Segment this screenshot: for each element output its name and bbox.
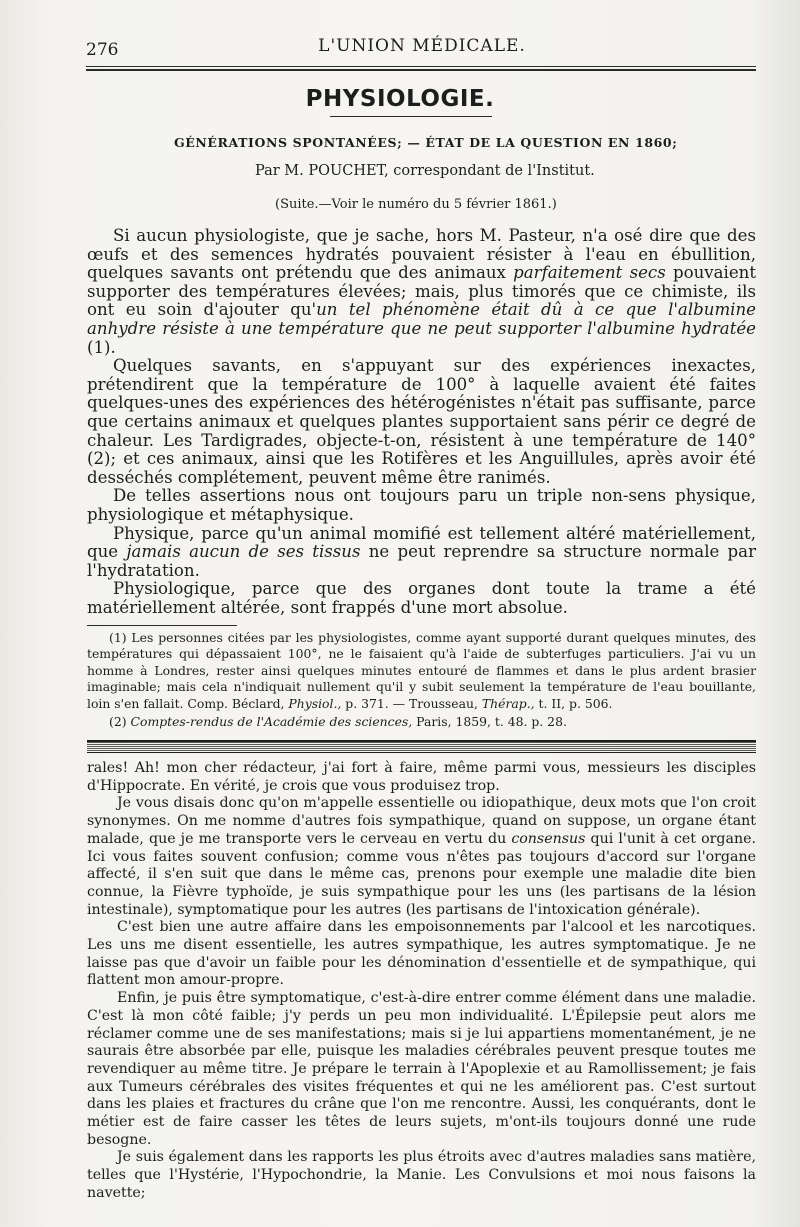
- article-title: GÉNÉRATIONS SPONTANÉES; — ÉTAT DE LA QUESTION EN 1860;: [174, 135, 678, 150]
- section-title: PHYSIOLOGIE.: [305, 86, 495, 112]
- feuilleton-body: [87, 760, 756, 1203]
- footnote-1: (1) Les personnes citées par les physiologistes, comme ayant supporté durant quelques minutes, des températures qui dépassaient 100°, ne le faisaient qu'à l'aide de subterfuges particuliers. J'ai vu un homme à Londres, rester ainsi quelques minutes entouré de flammes et dans le plus ardent brasier imaginable; mais cela n'indiquait nullement qu'il y subit seulement la température de l'eau bouillante, loin s'en fallait. Comp. Béclard, Physiol., p. 371. — Trousseau, Thérap., t. II, p. 506.: [87, 630, 756, 711]
- paragraph: rales! Ah! mon cher rédacteur, j'ai fort à faire, même parmi vous, messieurs les disciples d'Hippocrate. En vérité, je crois que vous produisez trop.: [87, 760, 756, 794]
- section-title-rule: [330, 116, 492, 117]
- header-rule: [86, 66, 756, 67]
- paragraph: Physique, parce qu'un animal momifié est tellement altéré matériellement, que jamais aucun de ses tissus ne peut reprendre sa structure normale par l'hydratation.: [87, 523, 756, 580]
- paragraph: C'est bien une autre affaire dans les empoisonnements par l'alcool et les narcotiques. Les uns me disent essentielle, les autres sympathique, les autres symptomatique. Je ne laisse pas que d'avoir un faible pour les dénomination d'essentielle et de sympathique, qui flattent mon amour-propre.: [87, 919, 756, 989]
- header-rule-thick: [86, 69, 756, 71]
- article-body: [87, 227, 756, 617]
- paragraph: De telles assertions nous ont toujours paru un triple non-sens physique, physiologique et métaphysique.: [87, 486, 756, 524]
- feuilleton-separator: [87, 740, 756, 753]
- footnotes: [87, 630, 756, 732]
- footnote-rule: [87, 625, 237, 626]
- paragraph: Je suis également dans les rapports les plus étroits avec d'autres maladies sans matière, telles que l'Hystérie, l'Hypochondrie, la Manie. Les Convulsions et moi nous faisons la navette;: [87, 1149, 756, 1201]
- continuation-note: (Suite.—Voir le numéro du 5 février 1861.): [275, 197, 557, 212]
- article-byline: Par M. POUCHET, correspondant de l'Institut.: [255, 163, 595, 179]
- page-number: 276: [86, 40, 119, 60]
- paragraph: Quelques savants, en s'appuyant sur des expériences inexactes, prétendirent que la température de 100° à laquelle avaient été faites quelques-unes des expériences des hétérogénistes n'était pas suffisante, parce que certains animaux et quelques plantes supportaient sans périr ce degré de chaleur. Les Tardigrades, objecte-t-on, résistent à une température de 140° (2); et ces animaux, ainsi que les Rotifères et les Anguillules, après avoir été desséchés complétement, peuvent même être ranimés.: [87, 356, 756, 487]
- paragraph: Si aucun physiologiste, que je sache, hors M. Pasteur, n'a osé dire que des œufs et des semences hydratés pouvaient résister à l'eau en ébullition, quelques savants ont prétendu que des animaux parfaitement secs pouvaient supporter des températures élevées; mais, plus timorés que ce chimiste, ils ont eu soin d'ajouter qu'un tel phénomène était dû à ce que l'albumine anhydre résiste à une température que ne peut supporter l'albumine hydratée (1).: [87, 226, 757, 357]
- footnote-2: (2) Comptes-rendus de l'Académie des sciences, Paris, 1859, t. 48. p. 28.: [109, 714, 567, 730]
- running-title: L'UNION MÉDICALE.: [318, 36, 526, 56]
- paragraph: Je vous disais donc qu'on m'appelle essentielle ou idiopathique, deux mots que l'on croit synonymes. On me nomme d'autres fois sympathique, quand on suppose, un organe étant malade, que je me transporte vers le cerveau en vertu du consensus qui l'unit à cet organe. Ici vous faites souvent confusion; comme vous n'êtes pas toujours d'accord sur l'organe affecté, il s'en suit que dans le même cas, prenons pour exemple une maladie dite bien connue, la Fièvre typhoïde, je suis sympathique pour les uns (les partisans de la lésion intestinale), symptomatique pour les autres (les partisans de l'intoxication générale).: [87, 795, 757, 918]
- paragraph: Physiologique, parce que des organes dont toute la trame a été matériellement altérée, sont frappés d'une mort absolue.: [87, 579, 756, 617]
- paragraph: Enfin, je puis être symptomatique, c'est-à-dire entrer comme élément dans une maladie. C'est là mon côté faible; j'y perds un peu mon individualité. L'Épilepsie peut alors me réclamer comme une de ses manifestations; mais si je lui appartiens momentanément, je ne saurais être absorbée par elle, puisque les maladies cérébrales peuvent presque toutes me revendiquer au même titre. Je prépare le terrain à l'Apoplexie et au Ramollissement; je fais aux Tumeurs cérébrales des visites fréquentes et qui ne les améliorent pas. C'est surtout dans les plaies et fractures du crâne que l'on me rencontre. Aussi, les conquérants, dont le métier est de faire casser les têtes de leurs sujets, m'ont-ils toujours donné une rude besogne.: [87, 990, 756, 1148]
- page-header: [86, 34, 758, 60]
